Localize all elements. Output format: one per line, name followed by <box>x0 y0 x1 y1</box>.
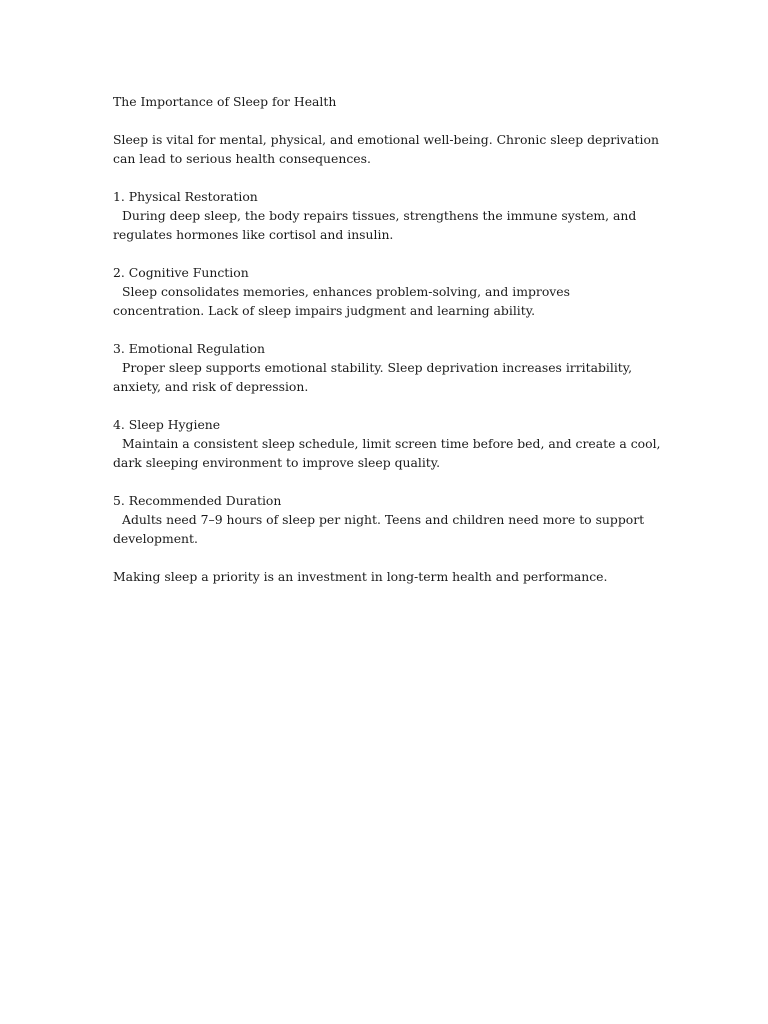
section-heading: 1. Physical Restoration <box>113 189 258 204</box>
section-body: Proper sleep supports emotional stability. Sleep deprivation increases irritability, anxiety, and risk of depression. <box>113 360 633 394</box>
document-body <box>113 92 661 586</box>
section-cognitive-function <box>113 263 661 320</box>
section-body: Sleep consolidates memories, enhances problem-solving, and improves concentration. Lack of sleep impairs judgment and learning ability. <box>113 284 570 318</box>
section-body: Adults need 7–9 hours of sleep per night. Teens and children need more to support development. <box>113 512 645 546</box>
section-emotional-regulation <box>113 339 661 396</box>
section-heading: 2. Cognitive Function <box>113 265 249 280</box>
section-sleep-hygiene <box>113 415 661 472</box>
section-heading: 4. Sleep Hygiene <box>113 417 221 432</box>
section-body: During deep sleep, the body repairs tissues, strengthens the immune system, and regulates hormones like cortisol and insulin. <box>113 208 637 242</box>
section-body: Maintain a consistent sleep schedule, limit screen time before bed, and create a cool, dark sleeping environment to improve sleep quality. <box>113 436 661 470</box>
intro-paragraph: Sleep is vital for mental, physical, and emotional well-being. Chronic sleep deprivation can lead to serious health consequences. <box>113 132 659 166</box>
section-recommended-duration <box>113 491 661 548</box>
closing-paragraph: Making sleep a priority is an investment in long-term health and performance. <box>113 569 608 584</box>
document-title: The Importance of Sleep for Health <box>113 94 337 109</box>
section-heading: 5. Recommended Duration <box>113 493 282 508</box>
section-heading: 3. Emotional Regulation <box>113 341 265 356</box>
section-physical-restoration <box>113 187 661 244</box>
